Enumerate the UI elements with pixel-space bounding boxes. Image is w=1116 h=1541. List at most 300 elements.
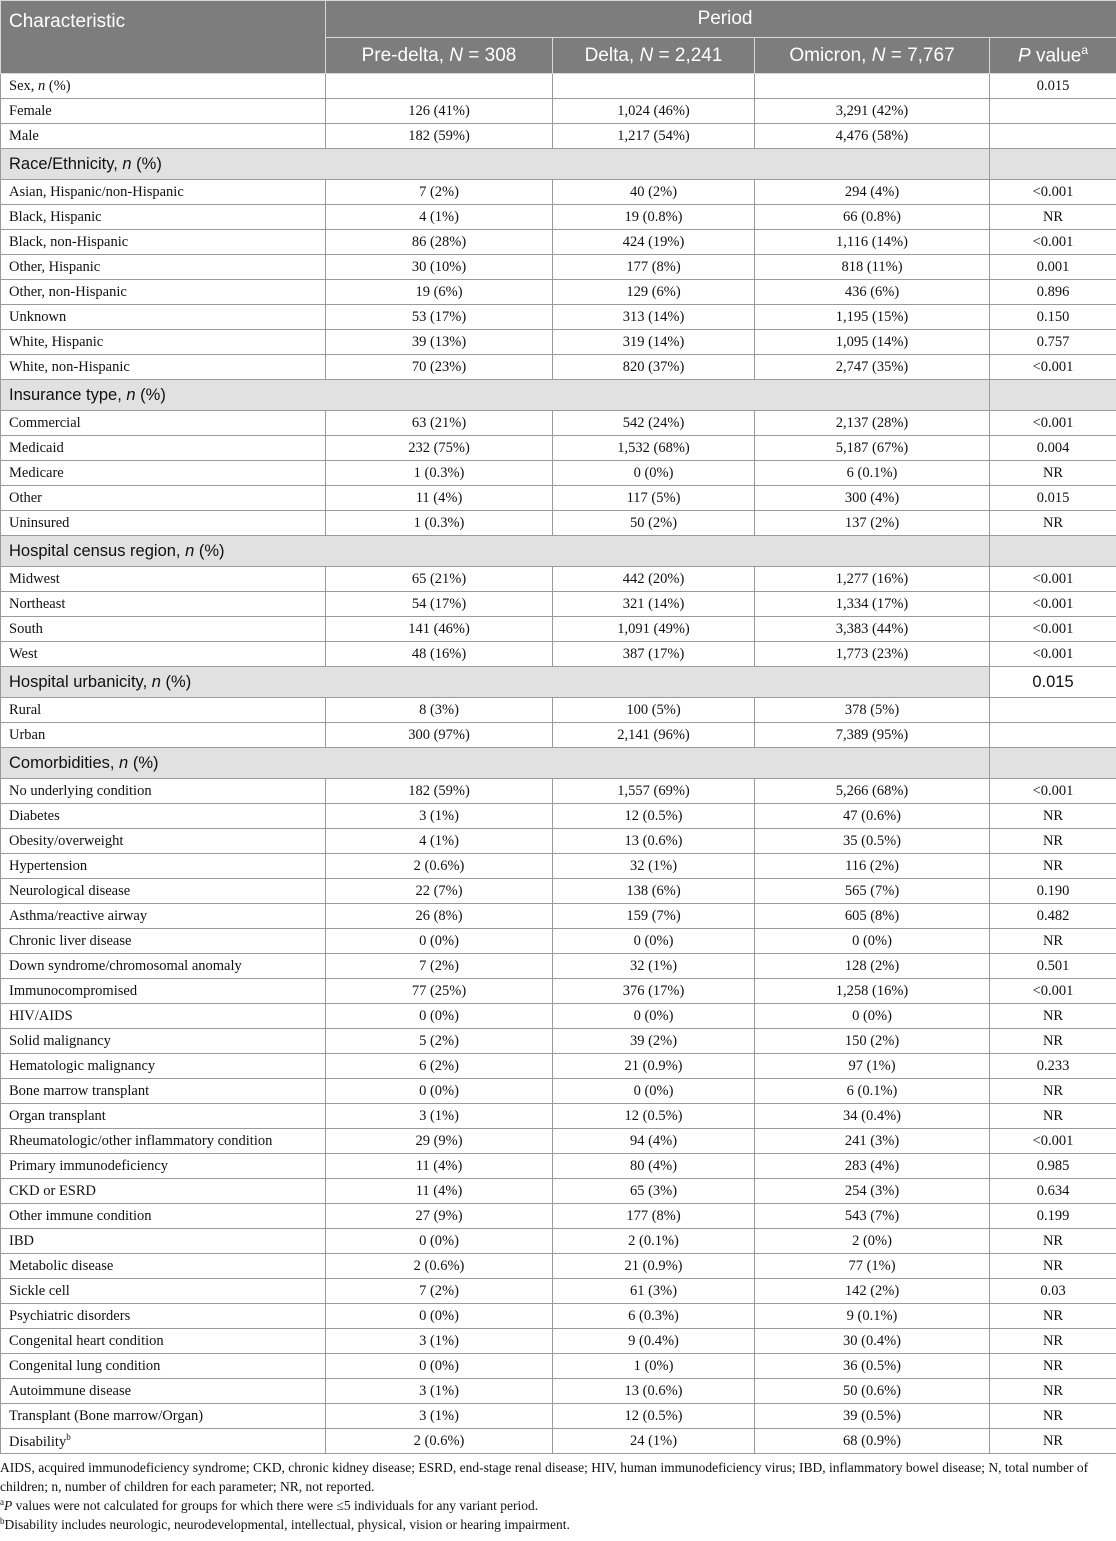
p-value: NR [990, 1379, 1116, 1404]
category-n-symbol: n [151, 672, 161, 691]
delta-value: 32 (1%) [553, 954, 755, 979]
p-value: <0.001 [990, 779, 1116, 804]
row-label [1, 255, 326, 280]
row-label [1, 1154, 326, 1179]
row-label-text: Down syndrome/chromosomal anomaly [9, 957, 242, 974]
delta-value [553, 74, 755, 99]
table-row [1, 829, 1116, 854]
delta-value: 40 (2%) [553, 180, 755, 205]
omicron-value: 818 (11%) [755, 255, 990, 280]
p-value: 0.015 [990, 486, 1116, 511]
row-label-text: Urban [9, 726, 46, 743]
row-label-text: Solid malignancy [9, 1032, 111, 1049]
table-row [1, 1029, 1116, 1054]
pre-delta-value: 2 (0.6%) [326, 854, 553, 879]
section-header-row [1, 380, 1116, 411]
row-label-text: Autoimmune disease [9, 1382, 132, 1399]
table-row [1, 1404, 1116, 1429]
omicron-value: 0 (0%) [755, 1004, 990, 1029]
pre-delta-value [326, 74, 553, 99]
table-row [1, 1129, 1116, 1154]
row-label-text: Obesity/overweight [9, 832, 124, 849]
pre-delta-value: 0 (0%) [326, 1079, 553, 1104]
category-n-symbol: n [185, 541, 195, 560]
table-row [1, 305, 1116, 330]
table-row [1, 904, 1116, 929]
row-label [1, 904, 326, 929]
delta-header: Delta, N = 2,241 [553, 38, 755, 74]
row-label [1, 1329, 326, 1354]
row-label-text: Other, Hispanic [9, 258, 101, 275]
pre-delta-value: 27 (9%) [326, 1204, 553, 1229]
delta-value: 117 (5%) [553, 486, 755, 511]
category-label [1, 536, 990, 567]
table-row [1, 1429, 1116, 1454]
p-value: NR [990, 461, 1116, 486]
p-value: 0.001 [990, 255, 1116, 280]
p-value: <0.001 [990, 355, 1116, 380]
p-value: <0.001 [990, 642, 1116, 667]
pre-delta-value: 7 (2%) [326, 1279, 553, 1304]
row-label-text: Uninsured [9, 514, 70, 531]
omicron-value: 3,383 (44%) [755, 617, 990, 642]
p-value: NR [990, 1254, 1116, 1279]
row-label-text: Other immune condition [9, 1207, 152, 1224]
row-label-text: Diabetes [9, 807, 60, 824]
p-value: <0.001 [990, 592, 1116, 617]
p-value: 0.03 [990, 1279, 1116, 1304]
pre-delta-value: 70 (23%) [326, 355, 553, 380]
row-label [1, 1129, 326, 1154]
table-row [1, 1279, 1116, 1304]
omicron-value: 300 (4%) [755, 486, 990, 511]
p-value: <0.001 [990, 567, 1116, 592]
row-label-text: South [9, 620, 43, 637]
table-row [1, 1079, 1116, 1104]
delta-value: 13 (0.6%) [553, 1379, 755, 1404]
row-label [1, 1029, 326, 1054]
p-value: <0.001 [990, 979, 1116, 1004]
row-label [1, 617, 326, 642]
omicron-value: 2,137 (28%) [755, 411, 990, 436]
p-value: <0.001 [990, 180, 1116, 205]
category-percent-text: (%) [128, 753, 159, 772]
delta-value: 39 (2%) [553, 1029, 755, 1054]
category-row [1, 74, 1116, 99]
category-label [1, 667, 990, 698]
row-label-text: Bone marrow transplant [9, 1082, 150, 1099]
p-value: 0.757 [990, 330, 1116, 355]
row-label [1, 486, 326, 511]
omicron-value: 378 (5%) [755, 698, 990, 723]
row-label [1, 436, 326, 461]
omicron-value: 128 (2%) [755, 954, 990, 979]
omicron-value: 1,277 (16%) [755, 567, 990, 592]
row-label [1, 205, 326, 230]
pre-delta-value: 182 (59%) [326, 779, 553, 804]
omicron-value: 30 (0.4%) [755, 1329, 990, 1354]
row-label [1, 1404, 326, 1429]
row-label [1, 1429, 326, 1454]
pre-delta-value: 300 (97%) [326, 723, 553, 748]
section-header-row [1, 667, 1116, 698]
section-header-row [1, 748, 1116, 779]
pre-delta-value: 22 (7%) [326, 879, 553, 904]
table-row [1, 486, 1116, 511]
row-label-text: Hematologic malignancy [9, 1057, 156, 1074]
omicron-value: 36 (0.5%) [755, 1354, 990, 1379]
omicron-header: Omicron, N = 7,767 [755, 38, 990, 74]
row-label [1, 1179, 326, 1204]
period-header: Period [326, 1, 1116, 38]
p-value: NR [990, 854, 1116, 879]
category-label [1, 748, 990, 779]
table-row [1, 698, 1116, 723]
table-row [1, 1354, 1116, 1379]
p-value: 0.150 [990, 305, 1116, 330]
row-label-text: No underlying condition [9, 782, 152, 799]
table-row [1, 1154, 1116, 1179]
delta-value: 50 (2%) [553, 511, 755, 536]
row-label [1, 1304, 326, 1329]
p-value [990, 723, 1116, 748]
pre-delta-value: 39 (13%) [326, 330, 553, 355]
pre-delta-value: 2 (0.6%) [326, 1429, 553, 1454]
p-value [990, 99, 1116, 124]
delta-value: 376 (17%) [553, 979, 755, 1004]
row-label [1, 280, 326, 305]
delta-value: 80 (4%) [553, 1154, 755, 1179]
delta-value: 19 (0.8%) [553, 205, 755, 230]
delta-value: 13 (0.6%) [553, 829, 755, 854]
delta-value: 21 (0.9%) [553, 1054, 755, 1079]
delta-value: 1,091 (49%) [553, 617, 755, 642]
delta-value: 0 (0%) [553, 461, 755, 486]
row-label-text: Midwest [9, 570, 60, 587]
omicron-value [755, 74, 990, 99]
section-header-row [1, 149, 1116, 180]
category-percent-text: (%) [135, 385, 166, 404]
row-label-text: Black, non-Hispanic [9, 233, 129, 250]
row-label-text: Neurological disease [9, 882, 131, 899]
delta-value: 1,217 (54%) [553, 124, 755, 149]
category-percent-text: (%) [45, 77, 71, 94]
table-row [1, 592, 1116, 617]
table-row [1, 1104, 1116, 1129]
omicron-value: 66 (0.8%) [755, 205, 990, 230]
delta-value: 94 (4%) [553, 1129, 755, 1154]
delta-value: 159 (7%) [553, 904, 755, 929]
table-row [1, 954, 1116, 979]
row-label [1, 642, 326, 667]
row-label [1, 511, 326, 536]
pre-delta-value: 0 (0%) [326, 1354, 553, 1379]
pre-delta-value: 0 (0%) [326, 1229, 553, 1254]
row-label-text: White, non-Hispanic [9, 358, 130, 375]
row-label-text: CKD or ESRD [9, 1182, 97, 1199]
p-value: 0.199 [990, 1204, 1116, 1229]
table-row [1, 255, 1116, 280]
pre-delta-value: 0 (0%) [326, 1304, 553, 1329]
table-row [1, 436, 1116, 461]
table-row [1, 355, 1116, 380]
omicron-value: 4,476 (58%) [755, 124, 990, 149]
category-label-text: Insurance type, [9, 385, 127, 404]
category-label-text: Hospital census region, [9, 541, 186, 560]
category-percent-text: (%) [131, 154, 162, 173]
p-value-header: P value$^a$ [990, 38, 1116, 74]
table-row [1, 99, 1116, 124]
delta-value: 0 (0%) [553, 929, 755, 954]
row-label-text: Female [9, 102, 52, 119]
table-row [1, 804, 1116, 829]
pre-delta-value: 8 (3%) [326, 698, 553, 723]
table-row [1, 411, 1116, 436]
p-value: NR [990, 829, 1116, 854]
row-label-text: Asthma/reactive airway [9, 907, 148, 924]
pre-delta-value: 6 (2%) [326, 1054, 553, 1079]
category-n-symbol: n [38, 77, 46, 94]
omicron-value: 77 (1%) [755, 1254, 990, 1279]
delta-value: 442 (20%) [553, 567, 755, 592]
delta-value: 1,024 (46%) [553, 99, 755, 124]
table-row [1, 1254, 1116, 1279]
omicron-value: 5,266 (68%) [755, 779, 990, 804]
delta-value: 100 (5%) [553, 698, 755, 723]
pre-delta-value: 48 (16%) [326, 642, 553, 667]
omicron-value: 5,187 (67%) [755, 436, 990, 461]
delta-value: 319 (14%) [553, 330, 755, 355]
pre-delta-value: 141 (46%) [326, 617, 553, 642]
pre-delta-value: 7 (2%) [326, 954, 553, 979]
table-row [1, 124, 1116, 149]
omicron-value: 47 (0.6%) [755, 804, 990, 829]
p-value: NR [990, 1029, 1116, 1054]
omicron-value: 39 (0.5%) [755, 1404, 990, 1429]
row-label [1, 829, 326, 854]
omicron-value: 605 (8%) [755, 904, 990, 929]
abbreviations-footnote: AIDS, acquired immunodeficiency syndrome; CKD, chronic kidney disease; ESRD, end-stage renal disease; HIV, human immunodeficiency virus; IBD, inflammatory bowel disease; N, total number of children; n, number of children for each parameter; NR, not reported. [0, 1460, 1089, 1494]
delta-value: 12 (0.5%) [553, 1404, 755, 1429]
p-value: 0.004 [990, 436, 1116, 461]
row-label-text: Rural [9, 701, 42, 718]
p-value: NR [990, 1329, 1116, 1354]
table-row [1, 567, 1116, 592]
pre-delta-value: 11 (4%) [326, 1179, 553, 1204]
table-row [1, 979, 1116, 1004]
pre-delta-value: 30 (10%) [326, 255, 553, 280]
category-n-symbol: n [119, 753, 129, 772]
pre-delta-value: 126 (41%) [326, 99, 553, 124]
table-row [1, 1204, 1116, 1229]
pre-delta-value: 1 (0.3%) [326, 511, 553, 536]
category-label [1, 380, 990, 411]
row-label [1, 1054, 326, 1079]
row-label-text: Congenital heart condition [9, 1332, 164, 1349]
pre-delta-value: 3 (1%) [326, 1379, 553, 1404]
footnote-marker: b [66, 1431, 71, 1442]
pre-delta-value: 1 (0.3%) [326, 461, 553, 486]
p-value: NR [990, 929, 1116, 954]
pre-delta-value: 11 (4%) [326, 486, 553, 511]
row-label-text: Black, Hispanic [9, 208, 102, 225]
row-label-text: Hypertension [9, 857, 88, 874]
table-row [1, 879, 1116, 904]
table-row [1, 1229, 1116, 1254]
row-label-text: Primary immunodeficiency [9, 1157, 169, 1174]
row-label-text: White, Hispanic [9, 333, 104, 350]
p-value [990, 536, 1116, 567]
omicron-value: 565 (7%) [755, 879, 990, 904]
pre-delta-value: 7 (2%) [326, 180, 553, 205]
delta-value: 24 (1%) [553, 1429, 755, 1454]
delta-value: 424 (19%) [553, 230, 755, 255]
row-label [1, 230, 326, 255]
delta-value: 1 (0%) [553, 1354, 755, 1379]
delta-value: 21 (0.9%) [553, 1254, 755, 1279]
pre-delta-value: 4 (1%) [326, 829, 553, 854]
table-row [1, 1054, 1116, 1079]
row-label [1, 124, 326, 149]
omicron-value: 283 (4%) [755, 1154, 990, 1179]
pre-delta-value: 3 (1%) [326, 804, 553, 829]
omicron-value: 1,195 (15%) [755, 305, 990, 330]
omicron-value: 1,116 (14%) [755, 230, 990, 255]
category-label-text: Sex, [9, 77, 38, 94]
row-label [1, 698, 326, 723]
table-row [1, 779, 1116, 804]
row-label-text: Asian, Hispanic/non-Hispanic [9, 183, 184, 200]
row-label [1, 180, 326, 205]
row-label-text: Disability [9, 1433, 67, 1450]
table-footnotes [0, 1458, 1110, 1534]
table-row [1, 723, 1116, 748]
table-row [1, 1379, 1116, 1404]
p-value [990, 380, 1116, 411]
table-row [1, 205, 1116, 230]
p-value: NR [990, 1229, 1116, 1254]
row-label-text: Commercial [9, 414, 81, 431]
omicron-value: 35 (0.5%) [755, 829, 990, 854]
characteristic-header: Characteristic [1, 1, 326, 74]
row-label-text: Other [9, 489, 43, 506]
row-label-text: Other, non-Hispanic [9, 283, 127, 300]
footnote-b: $^b$Disability includes neurologic, neurodevelopmental, intellectual, physical, vision or hearing impairment. [0, 1516, 570, 1532]
delta-value: 177 (8%) [553, 255, 755, 280]
omicron-value: 50 (0.6%) [755, 1379, 990, 1404]
delta-value: 129 (6%) [553, 280, 755, 305]
omicron-value: 9 (0.1%) [755, 1304, 990, 1329]
row-label [1, 1379, 326, 1404]
row-label [1, 1279, 326, 1304]
p-value: 0.501 [990, 954, 1116, 979]
row-label-text: Medicaid [9, 439, 64, 456]
row-label-text: Northeast [9, 595, 66, 612]
pre-delta-value: 77 (25%) [326, 979, 553, 1004]
omicron-value: 241 (3%) [755, 1129, 990, 1154]
pre-delta-value: 3 (1%) [326, 1329, 553, 1354]
omicron-value: 1,095 (14%) [755, 330, 990, 355]
table-row [1, 511, 1116, 536]
omicron-value: 1,773 (23%) [755, 642, 990, 667]
table-row [1, 1329, 1116, 1354]
delta-value: 2 (0.1%) [553, 1229, 755, 1254]
row-label [1, 461, 326, 486]
delta-value: 542 (24%) [553, 411, 755, 436]
row-label [1, 99, 326, 124]
row-label [1, 1254, 326, 1279]
row-label-text: IBD [9, 1232, 34, 1249]
row-label [1, 1354, 326, 1379]
delta-value: 1,557 (69%) [553, 779, 755, 804]
pre-delta-value: 4 (1%) [326, 205, 553, 230]
row-label-text: West [9, 645, 38, 662]
row-label [1, 929, 326, 954]
category-percent-text: (%) [160, 672, 192, 691]
omicron-value: 7,389 (95%) [755, 723, 990, 748]
pre-delta-value: 2 (0.6%) [326, 1254, 553, 1279]
pre-delta-value: 182 (59%) [326, 124, 553, 149]
p-value: NR [990, 804, 1116, 829]
omicron-value: 150 (2%) [755, 1029, 990, 1054]
omicron-value: 254 (3%) [755, 1179, 990, 1204]
pre-delta-value: 86 (28%) [326, 230, 553, 255]
p-value: <0.001 [990, 1129, 1116, 1154]
omicron-value: 3,291 (42%) [755, 99, 990, 124]
delta-value: 12 (0.5%) [553, 1104, 755, 1129]
row-label [1, 1004, 326, 1029]
table-row [1, 854, 1116, 879]
delta-value: 1,532 (68%) [553, 436, 755, 461]
pre-delta-value: 54 (17%) [326, 592, 553, 617]
row-label [1, 1104, 326, 1129]
p-value: NR [990, 1354, 1116, 1379]
row-label [1, 854, 326, 879]
category-n-symbol: n [122, 154, 132, 173]
p-value: 0.482 [990, 904, 1116, 929]
row-label [1, 1204, 326, 1229]
table-row [1, 280, 1116, 305]
table-body [1, 74, 1116, 1454]
p-value: 0.985 [990, 1154, 1116, 1179]
table-row [1, 330, 1116, 355]
p-value: 0.015 [990, 74, 1116, 99]
omicron-value: 6 (0.1%) [755, 461, 990, 486]
p-value [990, 149, 1116, 180]
p-value: 0.896 [990, 280, 1116, 305]
category-label [1, 74, 326, 99]
p-value: NR [990, 511, 1116, 536]
omicron-value: 2 (0%) [755, 1229, 990, 1254]
table-row [1, 1179, 1116, 1204]
row-label [1, 979, 326, 1004]
delta-value: 820 (37%) [553, 355, 755, 380]
omicron-value: 116 (2%) [755, 854, 990, 879]
pre-delta-value: 11 (4%) [326, 1154, 553, 1179]
table-row [1, 461, 1116, 486]
omicron-value: 142 (2%) [755, 1279, 990, 1304]
row-label-text: HIV/AIDS [9, 1007, 73, 1024]
omicron-value: 6 (0.1%) [755, 1079, 990, 1104]
delta-value: 0 (0%) [553, 1079, 755, 1104]
pre-delta-header: Pre-delta, N = 308 [326, 38, 553, 74]
p-value: NR [990, 1079, 1116, 1104]
p-value: 0.634 [990, 1179, 1116, 1204]
category-label-text: Race/Ethnicity, [9, 154, 123, 173]
row-label-text: Organ transplant [9, 1107, 106, 1124]
pre-delta-value: 63 (21%) [326, 411, 553, 436]
p-value: NR [990, 1304, 1116, 1329]
